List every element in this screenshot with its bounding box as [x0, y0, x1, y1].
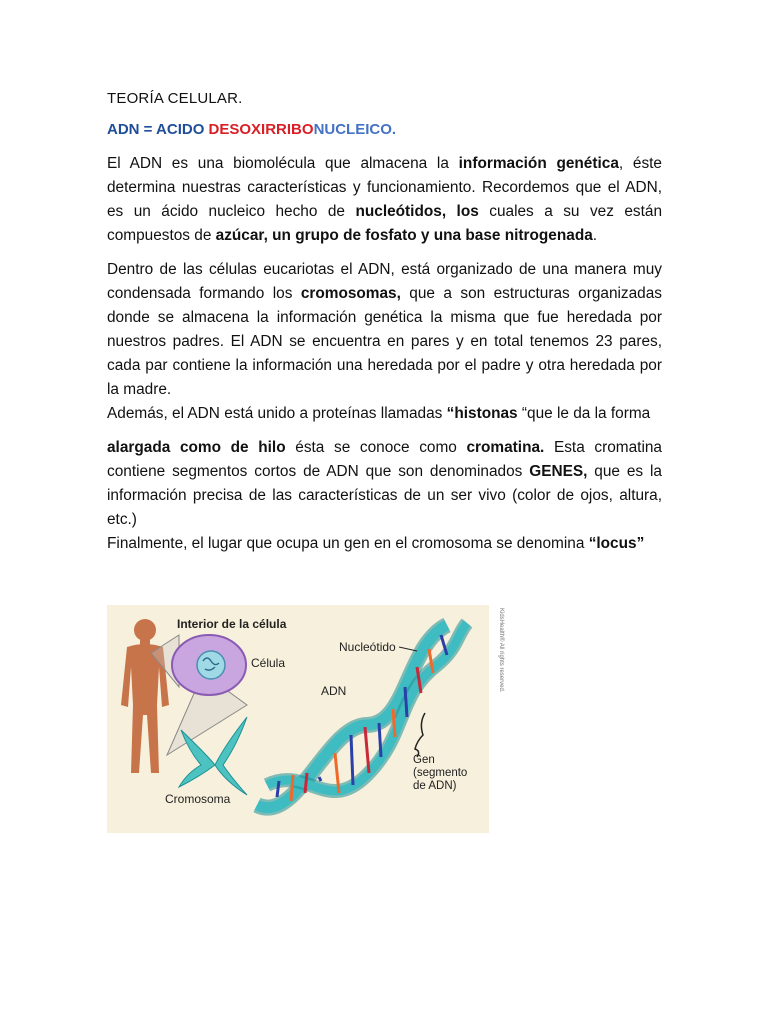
p4-text-1: ésta se conoce como — [285, 439, 467, 456]
p4-text-3: que es la información precisa de las características de un ser vivo (color de ojos, altura, etc.) — [107, 463, 662, 528]
p2-bold-1: cromosomas, — [300, 285, 401, 302]
document-subtitle — [107, 121, 662, 138]
subtitle-part-1: ADN = ACIDO — [107, 121, 209, 138]
label-gene-segment: (segmento — [413, 767, 468, 779]
p1-text-2: , éste determina nuestras características y funcionamiento. Recordemos que el ADN, es un ácido nucleico hecho de — [107, 155, 662, 220]
label-nucleotide: Nucleótido — [339, 640, 396, 654]
p3-text-2: “que le da la forma — [517, 405, 651, 422]
subtitle-part-3: NUCLEICO. — [313, 121, 397, 138]
p1-bold-1: información genética — [458, 155, 619, 172]
label-dna: ADN — [321, 684, 347, 698]
p1-text-3: cuales a su vez están compuestos de — [107, 203, 662, 244]
p4-bold-1: alargada como de hilo — [107, 439, 286, 456]
p2-text-2: que a son estructuras organizadas donde se almacena la información genética la misma que fue heredada por nuestros padres. El ADN se encuentra en pares y en total tenemos 23 pares, cada par contiene la información una heredada por el padre y otra heredada por la madre. — [107, 285, 662, 398]
p3-bold-1: “histonas — [446, 405, 518, 422]
p1-bold-3: azúcar, un grupo de fosfato y una base nitrogenada — [215, 227, 593, 244]
p1-text-1: El ADN es una biomolécula que almacena la — [107, 155, 459, 172]
p5-bold-1: “locus” — [588, 535, 645, 552]
document-body — [107, 90, 662, 556]
p5-text-1: Finalmente, el lugar que ocupa un gen en el cromosoma se denomina — [107, 535, 589, 552]
paragraph-3 — [107, 402, 662, 426]
human-silhouette-icon — [121, 619, 169, 773]
cell-icon — [172, 635, 246, 695]
label-gene-dna: de ADN) — [413, 780, 457, 792]
p4-text-2: Esta cromatina contiene segmentos cortos de ADN que son denominados — [107, 439, 662, 480]
label-chromosome: Cromosoma — [165, 792, 231, 806]
p3-text-1: Además, el ADN está unido a proteínas llamadas — [107, 405, 447, 422]
illustration-svg — [107, 605, 489, 833]
paragraph-4 — [107, 436, 662, 532]
p2-text-1: Dentro de las células eucariotas el ADN, está organizado de una manera muy condensada formando los — [107, 261, 662, 302]
document-title: TEORÍA CELULAR. — [107, 90, 243, 107]
label-gene: Gen — [413, 754, 435, 766]
paragraph-5 — [107, 532, 662, 556]
cell-dna-illustration — [107, 605, 489, 833]
p4-bold-3: GENES, — [529, 463, 588, 480]
label-cell: Célula — [251, 656, 286, 670]
subtitle-part-2: DESOXIRRIBO — [208, 121, 314, 138]
paragraph-2 — [107, 258, 662, 402]
figure-heading: Interior de la célula — [177, 617, 287, 631]
p4-bold-2: cromatina. — [466, 439, 545, 456]
paragraph-1 — [107, 152, 662, 248]
copyright-credit — [496, 606, 510, 701]
p1-bold-2: nucleótidos, los — [355, 203, 479, 220]
gene-bracket — [415, 713, 425, 757]
p1-text-4: . — [592, 227, 598, 244]
credit-text: KidsHealth® All rights reserved. — [498, 608, 504, 693]
